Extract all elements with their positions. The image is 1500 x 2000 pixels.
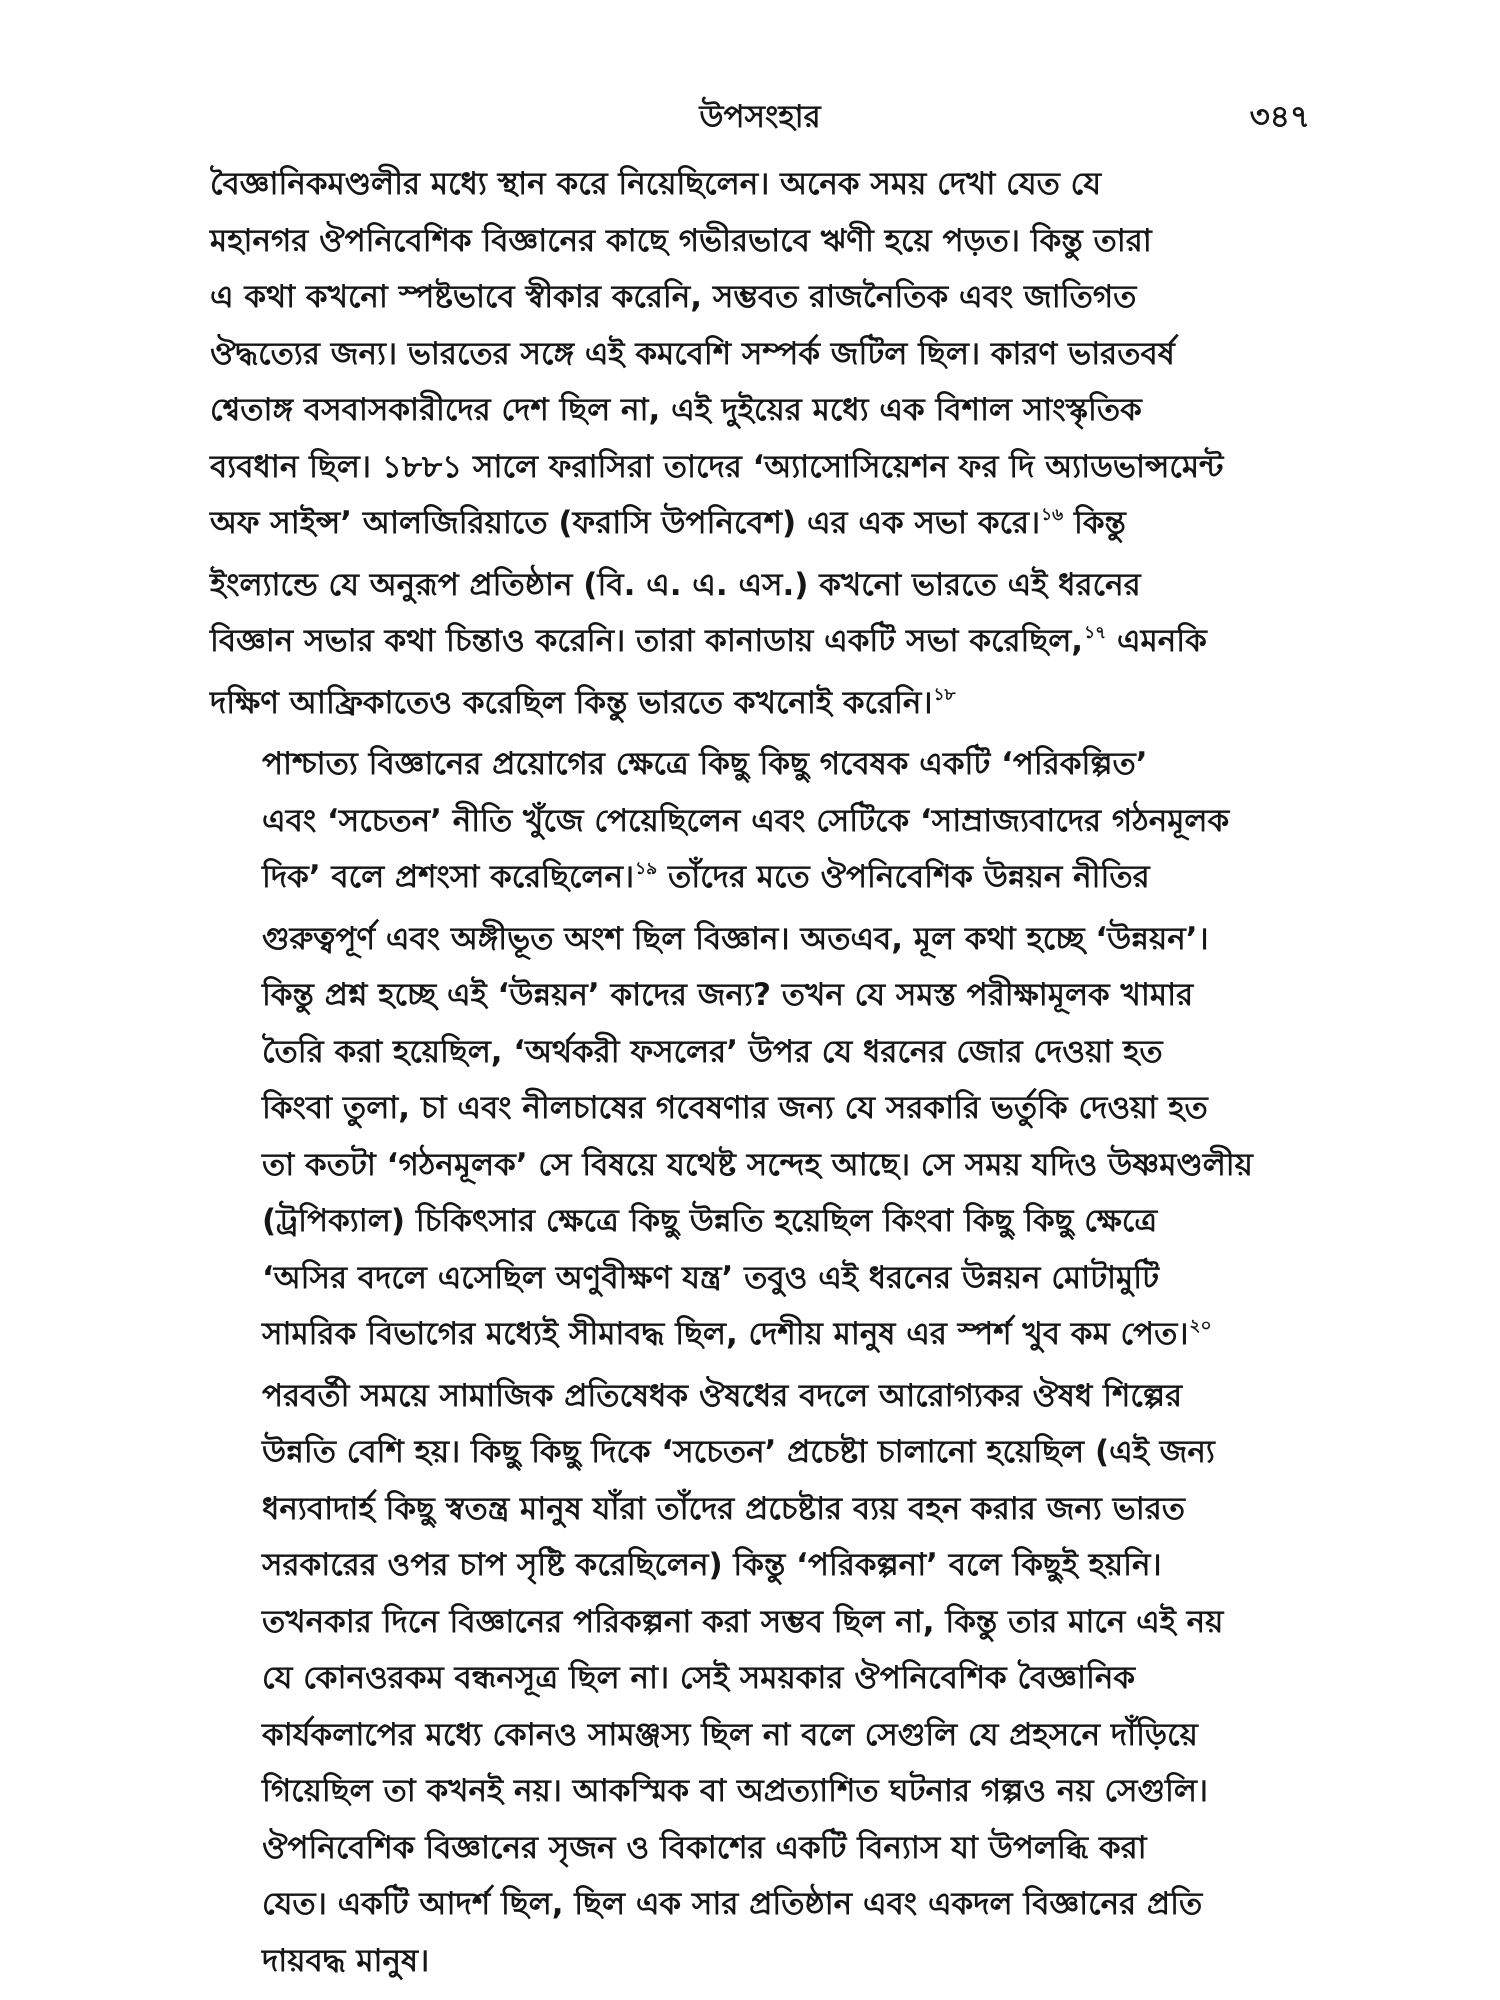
line-text: দক্ষিণ আফ্রিকাতেও করেছিল কিন্তু ভারতে কখনোই করেনি। [210,684,933,721]
text-line [210,1933,1310,1990]
text-line [210,1537,1310,1594]
line-text: অফ সাইন্স’ আলজিরিয়াতে (ফরাসি উপনিবেশ) এর এক সভা করে। [210,505,1041,541]
line-text: ইংল্যান্ডে যে অনুরূপ প্রতিষ্ঠান (বি. এ. এ. এস.) কখনো ভারতে এই ধরনের [210,566,1141,603]
line-text: কিন্তু প্রশ্ন হচ্ছে এই ‘উন্নয়ন’ কাদের জন্য? তখন যে সমস্ত পরীক্ষামূলক খামার [262,977,1194,1013]
text-line [210,439,1310,496]
line-text: (ট্রপিক্যাল) চিকিৎসার ক্ষেত্রে কিছু উন্নতি হয়েছিল কিংবা কিছু কিছু ক্ষেত্রে [262,1203,1158,1239]
text-line [210,793,1310,850]
text-line [210,1650,1310,1707]
line-text: পরবর্তী সময়ে সামাজিক প্রতিষেধক ঔষধের বদলে আরোগ্যকর ঔষধ শিল্পের [262,1377,1183,1414]
footnote-marker: ১৮ [933,684,956,705]
page-number: ৩৪৭ [1249,99,1310,135]
line-text: তৈরি করা হয়েছিল, ‘অর্থকরী ফসলের’ উপর যে ধরনের জোর দেওয়া হত [262,1033,1163,1070]
text-line [210,1368,1310,1425]
text-line [210,1193,1310,1250]
line-text: সরকারের ওপর চাপ সৃষ্টি করেছিলেন) কিন্তু ‘পরিকল্পনা’ বলে কিছুই হয়নি। [262,1547,1162,1583]
text-line [210,1306,1310,1368]
line-text: গিয়েছিল তা কখনই নয়। আকস্মিক বা অপ্রত্যাশিত ঘটনার গল্পও নয় সেগুলি। [262,1773,1209,1809]
line-text: পাশ্চাত্য বিজ্ঞানের প্রয়োগের ক্ষেত্রে কিছু কিছু গবেষক একটি ‘পরিকল্পিত’ [262,746,1148,782]
text-line [210,675,1310,737]
text-line [210,1594,1310,1651]
text-line [210,1424,1310,1481]
text-line [210,1024,1310,1081]
page-title: উপসংহার [699,99,821,135]
line-text: যেত। একটি আদর্শ ছিল, ছিল এক সার প্রতিষ্ঠান এবং একদল বিজ্ঞানের প্রতি [262,1886,1203,1922]
line-text: কিংবা তুলা, চা এবং নীলচাষের গবেষণার জন্য যে সরকারি ভর্তুকি দেওয়া হত [262,1090,1208,1126]
line-text: বিজ্ঞান সভার কথা চিন্তাও করেনি। তারা কানাডায় একটি সভা করেছিল, [210,623,1084,659]
line-text: এবং ‘সচেতন’ নীতি খুঁজে পেয়েছিলেন এবং সেটিকে ‘সাম্রাজ্যবাদের গঠনমূলক [262,802,1230,839]
line-text-continued: এমনকি [1106,623,1207,659]
paragraph [210,156,1310,736]
line-text: ব্যবধান ছিল। ১৮৮১ সালে ফরাসিরা তাদের ‘অ্যাসোসিয়েশন ফর দি অ্যাডভান্সমেন্ট [210,448,1224,485]
line-text-continued: তাঁদের মতে ঔপনিবেশিক উন্নয়ন নীতির [657,859,1150,895]
text-line [210,1820,1310,1877]
line-text: কার্যকলাপের মধ্যে কোনও সামঞ্জস্য ছিল না বলে সেগুলি যে প্রহসনে দাঁড়িয়ে [262,1716,1198,1753]
line-text: তা কতটা ‘গঠনমূলক’ সে বিষয়ে যথেষ্ট সন্দেহ আছে। সে সময় যদিও উষ্ণমণ্ডলীয় [262,1146,1253,1183]
paragraph [210,736,1310,1989]
text-line [210,156,1310,213]
text-line [210,557,1310,614]
running-head [210,92,1310,142]
text-line [210,967,1310,1024]
text-line [210,736,1310,793]
line-text: ঔদ্ধত্যের জন্য। ভারতের সঙ্গে এই কমবেশি সম্পর্ক জটিল ছিল। কারণ ভারতবর্ষ [210,335,1175,372]
text-line [210,1876,1310,1933]
line-text: এ কথা কখনো স্পষ্টভাবে স্বীকার করেনি, সম্ভবত রাজনৈতিক এবং জাতিগত [210,279,1137,315]
footnote-marker: ১৭ [1084,623,1107,643]
line-text: ঔপনিবেশিক বিজ্ঞানের সৃজন ও বিকাশের একটি বিন্যাস যা উপলব্ধি করা [262,1829,1147,1866]
text-line [210,1763,1310,1820]
line-text: গুরুত্বপূর্ণ এবং অঙ্গীভূত অংশ ছিল বিজ্ঞান। অতএব, মূল কথা হচ্ছে ‘উন্নয়ন’। [262,920,1209,957]
text-line [210,382,1310,439]
body-text [210,156,1310,1989]
text-line [210,495,1310,557]
footnote-marker: ২০ [1189,1316,1212,1336]
line-text: ধন্যবাদার্হ কিছু স্বতন্ত্র মানুষ যাঁরা তাঁদের প্রচেষ্টার ব্যয় বহন করার জন্য ভারত [262,1490,1186,1527]
text-line [210,1137,1310,1194]
line-text: বৈজ্ঞানিকমণ্ডলীর মধ্যে স্থান করে নিয়েছিলেন। অনেক সময় দেখা যেত যে [210,166,1102,202]
line-text: ‘অসির বদলে এসেছিল অণুবীক্ষণ যন্ত্র’ তবুও এই ধরনের উন্নয়ন মোটামুটি [262,1259,1159,1296]
text-line [210,1481,1310,1538]
line-text: দিক’ বলে প্রশংসা করেছিলেন। [262,859,635,895]
text-line [210,911,1310,968]
line-text: সামরিক বিভাগের মধ্যেই সীমাবদ্ধ ছিল, দেশীয় মানুষ এর স্পর্শ খুব কম পেত। [262,1316,1189,1352]
text-line [210,849,1310,911]
text-line [210,1707,1310,1764]
line-text: যে কোনওরকম বন্ধনসূত্র ছিল না। সেই সময়কার ঔপনিবেশিক বৈজ্ঞানিক [262,1660,1136,1696]
line-text: তখনকার দিনে বিজ্ঞানের পরিকল্পনা করা সম্ভব ছিল না, কিন্তু তার মানে এই নয় [262,1603,1224,1640]
text-line [210,613,1310,675]
line-text: উন্নতি বেশি হয়। কিছু কিছু দিকে ‘সচেতন’ প্রচেষ্টা চালানো হয়েছিল (এই জন্য [262,1434,1215,1470]
text-line [210,269,1310,326]
footnote-marker: ১৬ [1041,505,1064,525]
line-text-continued: কিন্তু [1063,505,1126,541]
text-line [210,213,1310,270]
text-line [210,1250,1310,1307]
text-line [210,1080,1310,1137]
line-text: দায়বদ্ধ মানুষ। [262,1942,430,1979]
line-text: শ্বেতাঙ্গ বসবাসকারীদের দেশ ছিল না, এই দুইয়ের মধ্যে এক বিশাল সাংস্কৃতিক [210,392,1142,428]
text-line [210,326,1310,383]
footnote-marker: ১৯ [635,859,658,879]
line-text: মহানগর ঔপনিবেশিক বিজ্ঞানের কাছে গভীরভাবে ঋণী হয়ে পড়ত। কিন্তু তারা [210,222,1152,259]
